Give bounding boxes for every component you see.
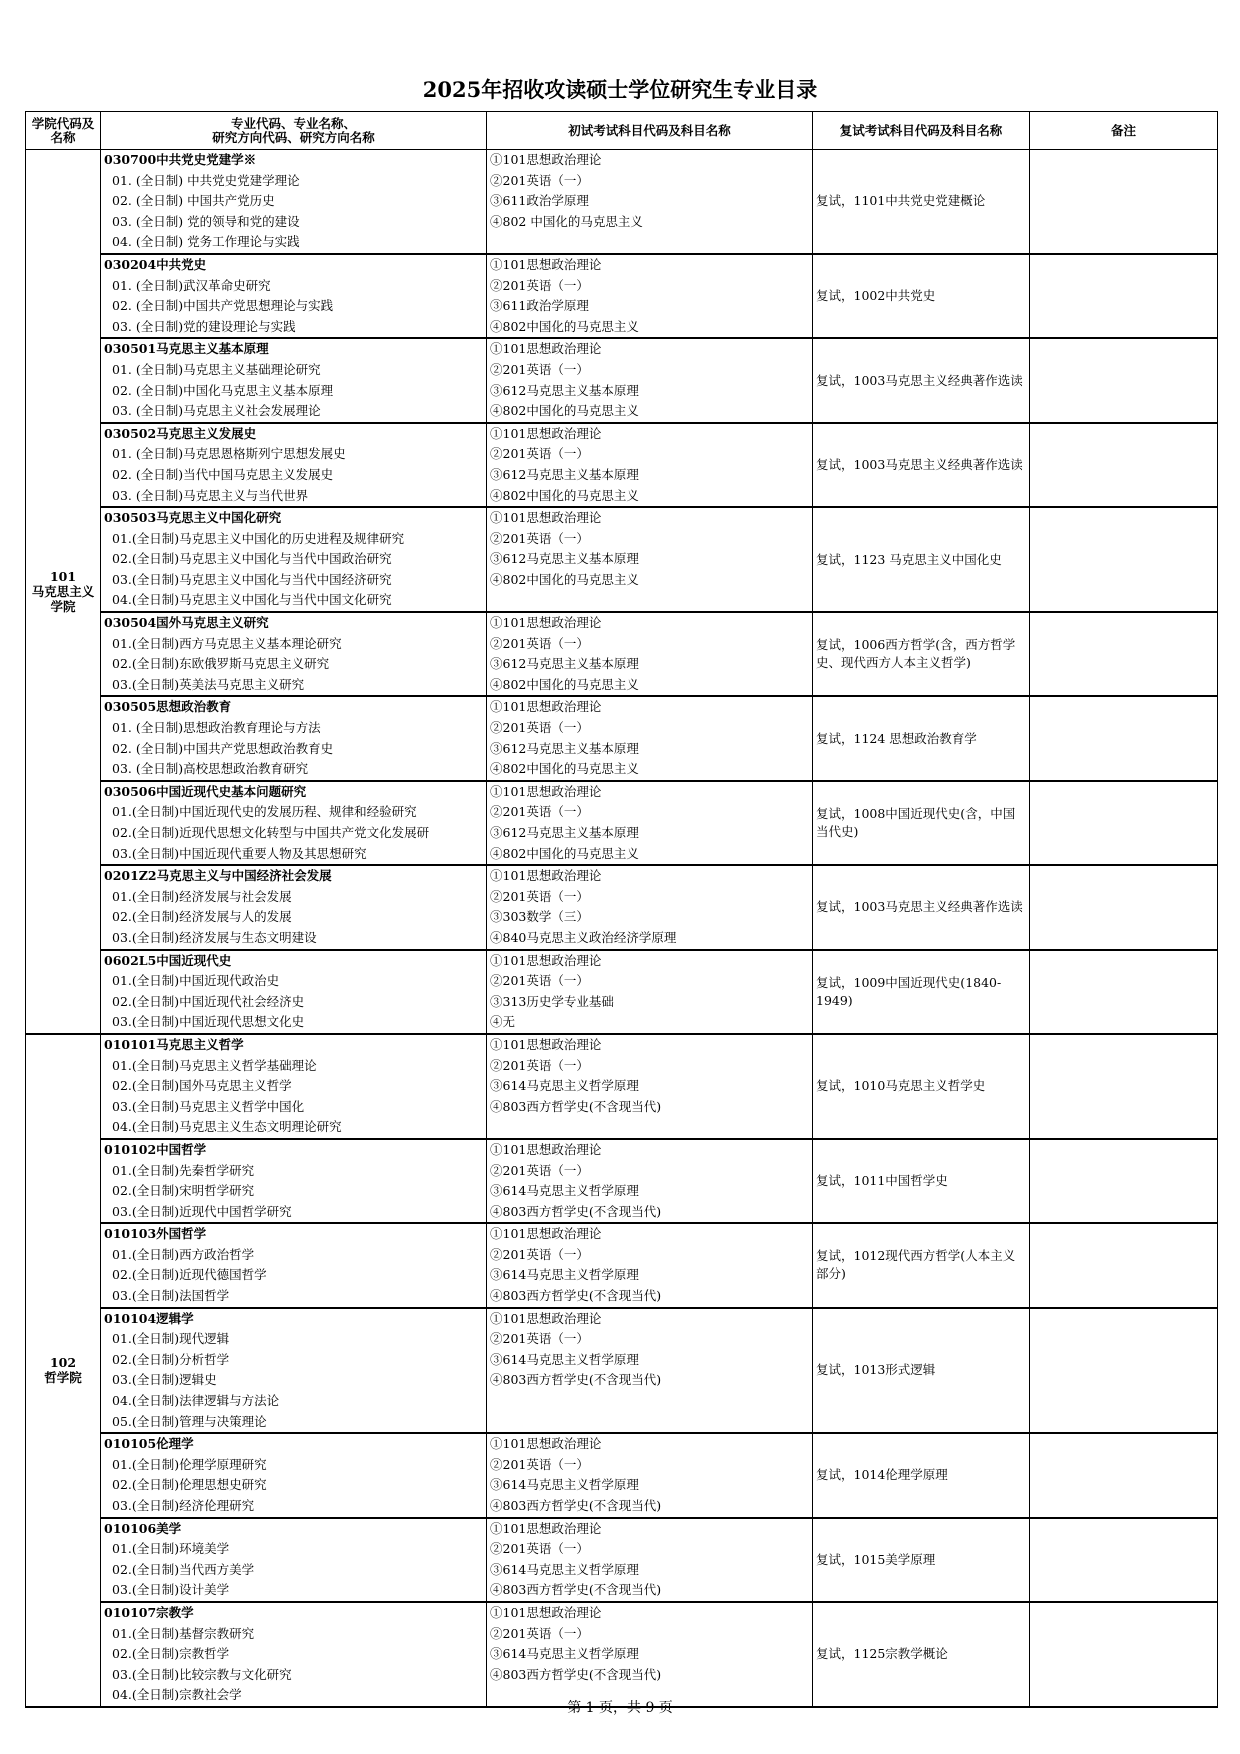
- exam-cell: [487, 696, 813, 780]
- notes-cell: [1030, 1139, 1218, 1223]
- notes-cell: [1030, 338, 1218, 422]
- research-direction: 03. (全日制)高校思想政治教育研究: [112, 761, 309, 777]
- college-name: 哲学院: [44, 1370, 82, 1386]
- research-direction: 01.(全日制)先秦哲学研究: [112, 1162, 255, 1178]
- header-college: 学院代码及名称: [26, 112, 101, 150]
- table-row: [26, 781, 1218, 865]
- exam-subject: ③614马克思主义哲学原理: [490, 1078, 639, 1094]
- research-direction: 02. (全日制)中国共产党思想政治教育史: [112, 740, 334, 756]
- major-title: 030204中共党史: [104, 256, 207, 272]
- exam-cell: [487, 950, 813, 1034]
- major-title: 010103外国哲学: [104, 1226, 207, 1242]
- retest-subject: 复试，1003马克思主义经典著作选读: [813, 423, 1030, 507]
- exam-subject: ②201英语（一）: [490, 1057, 589, 1073]
- retest-subject: 复试，1123 马克思主义中国化史: [813, 507, 1030, 612]
- header-notes: 备注: [1030, 112, 1218, 150]
- research-direction: 03.(全日制)经济发展与生态文明建设: [112, 929, 317, 945]
- exam-subject: ④803西方哲学史(不含现当代): [490, 1666, 662, 1682]
- major-title: 010105伦理学: [104, 1436, 194, 1452]
- exam-subject: ①101思想政治理论: [490, 152, 602, 167]
- research-direction: 01.(全日制)马克思主义哲学基础理论: [112, 1057, 317, 1073]
- retest-subject: 复试，1008中国近现代史(含，中国当代史): [813, 781, 1030, 865]
- exam-subject: ②201英语（一）: [490, 1162, 589, 1178]
- exam-subject: ④840马克思主义政治经济学原理: [490, 929, 677, 945]
- research-direction: 03.(全日制)逻辑史: [112, 1372, 217, 1388]
- exam-cell: [487, 1223, 813, 1307]
- major-title: 030502马克思主义发展史: [104, 425, 257, 441]
- exam-cell: [487, 865, 813, 949]
- exam-subject: ②201英语（一）: [490, 804, 589, 820]
- exam-subject: ③611政治学原理: [490, 193, 589, 209]
- retest-subject: 复试，1003马克思主义经典著作选读: [813, 865, 1030, 949]
- major-cell: [101, 1433, 487, 1517]
- exam-subject: ③611政治学原理: [490, 298, 589, 314]
- exam-subject: ④无: [490, 1014, 516, 1030]
- major-title: 010107宗教学: [104, 1604, 194, 1620]
- exam-subject: ①101思想政治理论: [490, 615, 602, 631]
- header-major-line1: 专业代码、专业名称、: [230, 116, 356, 131]
- research-direction: 02. (全日制) 中国共产党历史: [112, 193, 275, 209]
- exam-subject: ②201英语（一）: [490, 720, 589, 736]
- major-title: 010104逻辑学: [104, 1310, 194, 1326]
- major-title: 010102中国哲学: [104, 1141, 207, 1157]
- table-row: [26, 1139, 1218, 1223]
- exam-subject: ③612马克思主义基本原理: [490, 740, 639, 756]
- research-direction: 02.(全日制)近现代思想文化转型与中国共产党文化发展研: [112, 825, 430, 840]
- table-header-row: [26, 112, 1218, 150]
- exam-subject: ②201英语（一）: [490, 973, 589, 989]
- table-row: [26, 150, 1218, 254]
- exam-subject: ③614马克思主义哲学原理: [490, 1351, 639, 1367]
- notes-cell: [1030, 1518, 1218, 1602]
- table-row: [26, 612, 1218, 696]
- research-direction: 03.(全日制)近现代中国哲学研究: [112, 1203, 292, 1219]
- major-title: 010106美学: [104, 1520, 182, 1536]
- exam-subject: ②201英语（一）: [490, 172, 589, 188]
- exam-subject: ②201英语（一）: [490, 446, 589, 462]
- table-row: [26, 423, 1218, 507]
- exam-subject: ①101思想政治理论: [490, 1141, 602, 1157]
- table-row: [26, 1433, 1218, 1517]
- exam-subject: ③303数学（三）: [490, 909, 589, 925]
- exam-subject: ③614马克思主义哲学原理: [490, 1561, 639, 1577]
- research-direction: 01.(全日制)伦理学原理研究: [112, 1456, 267, 1472]
- exam-subject: ①101思想政治理论: [490, 341, 602, 357]
- table-row: [26, 1034, 1218, 1139]
- exam-subject: ②201英语（一）: [490, 1625, 589, 1641]
- exam-subject: ③612马克思主义基本原理: [490, 551, 639, 567]
- exam-cell: [487, 1308, 813, 1434]
- retest-subject: 复试，1010马克思主义哲学史: [813, 1034, 1030, 1139]
- major-title: 030501马克思主义基本原理: [104, 341, 269, 357]
- exam-subject: ④802中国化的马克思主义: [490, 403, 639, 419]
- table-body: [26, 150, 1218, 1707]
- research-direction: 05.(全日制)管理与决策理论: [112, 1413, 267, 1429]
- exam-subject: ①101思想政治理论: [490, 425, 602, 441]
- major-title: 030505思想政治教育: [104, 699, 232, 715]
- research-direction: 01.(全日制)马克思主义中国化的历史进程及规律研究: [112, 530, 405, 546]
- exam-cell: [487, 150, 813, 254]
- notes-cell: [1030, 612, 1218, 696]
- research-direction: 01. (全日制)马克思主义基础理论研究: [112, 361, 321, 377]
- exam-subject: ②201英语（一）: [490, 277, 589, 293]
- research-direction: 01.(全日制)经济发展与社会发展: [112, 888, 292, 904]
- research-direction: 04.(全日制)宗教社会学: [112, 1687, 242, 1703]
- research-direction: 01. (全日制)思想政治教育理论与方法: [112, 720, 321, 736]
- college-code: 101: [49, 568, 77, 584]
- research-direction: 02.(全日制)马克思主义中国化与当代中国政治研究: [112, 551, 392, 567]
- table-row: [26, 507, 1218, 612]
- research-direction: 03.(全日制)英美法马克思主义研究: [112, 676, 305, 692]
- college-code: 102: [49, 1355, 77, 1371]
- major-cell: [101, 423, 487, 507]
- notes-cell: [1030, 865, 1218, 949]
- research-direction: 02.(全日制)宗教哲学: [112, 1646, 230, 1662]
- exam-subject: ②201英语（一）: [490, 1246, 589, 1262]
- research-direction: 02.(全日制)经济发展与人的发展: [112, 909, 292, 925]
- major-cell: [101, 338, 487, 422]
- exam-cell: [487, 1518, 813, 1602]
- catalog-table: [25, 111, 1218, 1708]
- research-direction: 03. (全日制)马克思主义与当代世界: [112, 487, 309, 503]
- research-direction: 02.(全日制)近现代德国哲学: [112, 1267, 267, 1283]
- header-major: [101, 112, 487, 150]
- research-direction: 02. (全日制)中国共产党思想理论与实践: [112, 298, 334, 314]
- exam-subject: ①101思想政治理论: [490, 510, 602, 526]
- exam-cell: [487, 507, 813, 612]
- exam-subject: ①101思想政治理论: [490, 952, 602, 968]
- notes-cell: [1030, 781, 1218, 865]
- table-row: [26, 1308, 1218, 1434]
- exam-subject: ③612马克思主义基本原理: [490, 466, 639, 482]
- retest-subject: 复试，1014伦理学原理: [813, 1433, 1030, 1517]
- research-direction: 01.(全日制)环境美学: [112, 1541, 230, 1557]
- major-cell: [101, 1139, 487, 1223]
- major-title: 010101马克思主义哲学: [104, 1036, 244, 1052]
- research-direction: 03.(全日制)马克思主义中国化与当代中国经济研究: [112, 571, 392, 587]
- research-direction: 02.(全日制)宋明哲学研究: [112, 1183, 255, 1199]
- table-row: [26, 1602, 1218, 1707]
- major-title: 030504国外马克思主义研究: [104, 615, 269, 631]
- header-retest: 复试考试科目代码及科目名称: [813, 112, 1030, 150]
- major-title: 030503马克思主义中国化研究: [104, 510, 282, 526]
- research-direction: 03. (全日制)党的建设理论与实践: [112, 318, 296, 334]
- exam-subject: ③614马克思主义哲学原理: [490, 1183, 639, 1199]
- research-direction: 03.(全日制)中国近现代思想文化史: [112, 1014, 305, 1030]
- table-row: [26, 865, 1218, 949]
- major-cell: [101, 950, 487, 1034]
- exam-subject: ③612马克思主义基本原理: [490, 656, 639, 672]
- exam-subject: ③614马克思主义哲学原理: [490, 1646, 639, 1662]
- exam-cell: [487, 1433, 813, 1517]
- major-cell: [101, 507, 487, 612]
- exam-subject: ③614马克思主义哲学原理: [490, 1477, 639, 1493]
- research-direction: 02.(全日制)东欧俄罗斯马克思主义研究: [112, 656, 330, 672]
- exam-subject: ④802中国化的马克思主义: [490, 571, 639, 587]
- notes-cell: [1030, 1034, 1218, 1139]
- major-cell: [101, 1034, 487, 1139]
- retest-subject: 复试，1009中国近现代史(1840-1949): [813, 950, 1030, 1034]
- exam-subject: ①101思想政治理论: [490, 699, 602, 715]
- exam-subject: ③313历史学专业基础: [490, 993, 614, 1009]
- exam-subject: ④803西方哲学史(不含现当代): [490, 1203, 662, 1219]
- exam-subject: ④803西方哲学史(不含现当代): [490, 1288, 662, 1304]
- major-cell: [101, 612, 487, 696]
- exam-cell: [487, 1139, 813, 1223]
- retest-subject: 复试，1012现代西方哲学(人本主义部分): [813, 1223, 1030, 1307]
- research-direction: 02. (全日制)中国化马克思主义基本原理: [112, 382, 334, 398]
- major-cell: [101, 696, 487, 780]
- exam-subject: ④802中国化的马克思主义: [490, 318, 639, 334]
- notes-cell: [1030, 1308, 1218, 1434]
- exam-subject: ①101思想政治理论: [490, 1520, 602, 1536]
- exam-cell: [487, 338, 813, 422]
- research-direction: 01.(全日制)西方马克思主义基本理论研究: [112, 635, 342, 651]
- exam-subject: ④803西方哲学史(不含现当代): [490, 1372, 662, 1388]
- research-direction: 03.(全日制)法国哲学: [112, 1288, 230, 1304]
- exam-subject: ③614马克思主义哲学原理: [490, 1267, 639, 1283]
- header-exam: 初试考试科目代码及科目名称: [487, 112, 813, 150]
- exam-subject: ④802 中国化的马克思主义: [490, 213, 643, 229]
- exam-subject: ④803西方哲学史(不含现当代): [490, 1498, 662, 1513]
- research-direction: 02. (全日制)当代中国马克思主义发展史: [112, 466, 334, 482]
- research-direction: 01. (全日制)武汉革命史研究: [112, 277, 271, 293]
- college-cell: [26, 1034, 101, 1707]
- research-direction: 01.(全日制)中国近现代史的发展历程、规律和经验研究: [112, 804, 417, 820]
- exam-subject: ②201英语（一）: [490, 530, 589, 546]
- table-row: [26, 1518, 1218, 1602]
- exam-subject: ②201英语（一）: [490, 1456, 589, 1472]
- research-direction: 01.(全日制)西方政治哲学: [112, 1246, 255, 1262]
- exam-subject: ①101思想政治理论: [490, 1604, 602, 1620]
- major-cell: [101, 865, 487, 949]
- exam-subject: ④802中国化的马克思主义: [490, 487, 639, 503]
- research-direction: 02.(全日制)当代西方美学: [112, 1561, 255, 1577]
- research-direction: 02.(全日制)国外马克思主义哲学: [112, 1078, 292, 1094]
- major-cell: [101, 150, 487, 254]
- research-direction: 01. (全日制)马克思恩格斯列宁思想发展史: [112, 446, 346, 462]
- exam-subject: ①101思想政治理论: [490, 1310, 602, 1326]
- research-direction: 03.(全日制)马克思主义哲学中国化: [112, 1098, 305, 1114]
- retest-subject: 复试，1011中国哲学史: [813, 1139, 1030, 1223]
- exam-subject: ①101思想政治理论: [490, 256, 602, 272]
- notes-cell: [1030, 150, 1218, 254]
- exam-cell: [487, 781, 813, 865]
- research-direction: 04. (全日制) 党务工作理论与实践: [112, 234, 300, 250]
- research-direction: 03.(全日制)经济伦理研究: [112, 1498, 255, 1513]
- exam-subject: ④802中国化的马克思主义: [490, 761, 639, 777]
- exam-cell: [487, 1602, 813, 1707]
- exam-subject: ①101思想政治理论: [490, 783, 602, 799]
- table-row: [26, 338, 1218, 422]
- exam-subject: ①101思想政治理论: [490, 868, 602, 884]
- major-cell: [101, 254, 487, 338]
- major-cell: [101, 781, 487, 865]
- research-direction: 01.(全日制)基督宗教研究: [112, 1625, 255, 1641]
- table-row: [26, 1223, 1218, 1307]
- research-direction: 03.(全日制)比较宗教与文化研究: [112, 1666, 292, 1682]
- retest-subject: 复试，1003马克思主义经典著作选读: [813, 338, 1030, 422]
- major-cell: [101, 1308, 487, 1434]
- research-direction: 02.(全日制)分析哲学: [112, 1351, 230, 1367]
- research-direction: 03.(全日制)中国近现代重要人物及其思想研究: [112, 845, 367, 861]
- research-direction: 01.(全日制)现代逻辑: [112, 1331, 230, 1347]
- retest-subject: 复试，1125宗教学概论: [813, 1602, 1030, 1707]
- retest-subject: 复试，1124 思想政治教育学: [813, 696, 1030, 780]
- research-direction: 01.(全日制)中国近现代政治史: [112, 973, 280, 989]
- research-direction: 02.(全日制)伦理思想史研究: [112, 1477, 267, 1493]
- major-title: 030700中共党史党建学※: [104, 152, 257, 167]
- exam-subject: ①101思想政治理论: [490, 1436, 602, 1452]
- exam-subject: ③612马克思主义基本原理: [490, 825, 639, 840]
- retest-subject: 复试，1101中共党史党建概论: [813, 150, 1030, 254]
- notes-cell: [1030, 423, 1218, 507]
- research-direction: 03. (全日制)马克思主义社会发展理论: [112, 403, 321, 419]
- exam-subject: ②201英语（一）: [490, 361, 589, 377]
- exam-cell: [487, 612, 813, 696]
- exam-cell: [487, 254, 813, 338]
- college-cell: [26, 150, 101, 1034]
- notes-cell: [1030, 1602, 1218, 1707]
- exam-subject: ④802中国化的马克思主义: [490, 845, 639, 861]
- table-row: [26, 254, 1218, 338]
- exam-subject: ④803西方哲学史(不含现当代): [490, 1582, 662, 1598]
- page-footer: 第 1 页，共 9 页: [567, 1700, 673, 1716]
- major-cell: [101, 1602, 487, 1707]
- retest-subject: 复试，1002中共党史: [813, 254, 1030, 338]
- research-direction: 03.(全日制)设计美学: [112, 1582, 230, 1598]
- major-title: 0602L5中国近现代史: [104, 952, 232, 968]
- research-direction: 04.(全日制)马克思主义生态文明理论研究: [112, 1119, 342, 1135]
- notes-cell: [1030, 254, 1218, 338]
- retest-subject: 复试，1013形式逻辑: [813, 1308, 1030, 1434]
- notes-cell: [1030, 507, 1218, 612]
- exam-subject: ②201英语（一）: [490, 1541, 589, 1557]
- notes-cell: [1030, 1433, 1218, 1517]
- retest-subject: 复试，1015美学原理: [813, 1518, 1030, 1602]
- exam-subject: ②201英语（一）: [490, 635, 589, 651]
- research-direction: 02.(全日制)中国近现代社会经济史: [112, 993, 305, 1009]
- major-title: 0201Z2马克思主义与中国经济社会发展: [104, 868, 332, 884]
- notes-cell: [1030, 696, 1218, 780]
- retest-subject: 复试，1006西方哲学(含，西方哲学史、现代西方人本主义哲学): [813, 612, 1030, 696]
- research-direction: 04.(全日制)法律逻辑与方法论: [112, 1393, 280, 1409]
- exam-subject: ④802中国化的马克思主义: [490, 676, 639, 692]
- exam-cell: [487, 1034, 813, 1139]
- major-cell: [101, 1223, 487, 1307]
- exam-subject: ③612马克思主义基本原理: [490, 382, 639, 398]
- research-direction: 03. (全日制) 党的领导和党的建设: [112, 213, 300, 229]
- major-cell: [101, 1518, 487, 1602]
- research-direction: 01. (全日制) 中共党史党建学理论: [112, 172, 300, 188]
- notes-cell: [1030, 1223, 1218, 1307]
- exam-subject: ②201英语（一）: [490, 1331, 589, 1347]
- page-title: 2025年招收攻读硕士学位研究生专业目录: [422, 77, 818, 102]
- table-row: [26, 950, 1218, 1034]
- major-title: 030506中国近现代史基本问题研究: [104, 783, 307, 799]
- research-direction: 04.(全日制)马克思主义中国化与当代中国文化研究: [112, 592, 392, 608]
- notes-cell: [1030, 950, 1218, 1034]
- table-row: [26, 696, 1218, 780]
- exam-subject: ②201英语（一）: [490, 888, 589, 904]
- college-name: 马克思主义学院: [31, 583, 95, 614]
- exam-subject: ①101思想政治理论: [490, 1036, 602, 1052]
- exam-cell: [487, 423, 813, 507]
- exam-subject: ④803西方哲学史(不含现当代): [490, 1098, 662, 1114]
- exam-subject: ①101思想政治理论: [490, 1226, 602, 1242]
- header-major-line2: 研究方向代码、研究方向名称: [212, 130, 375, 145]
